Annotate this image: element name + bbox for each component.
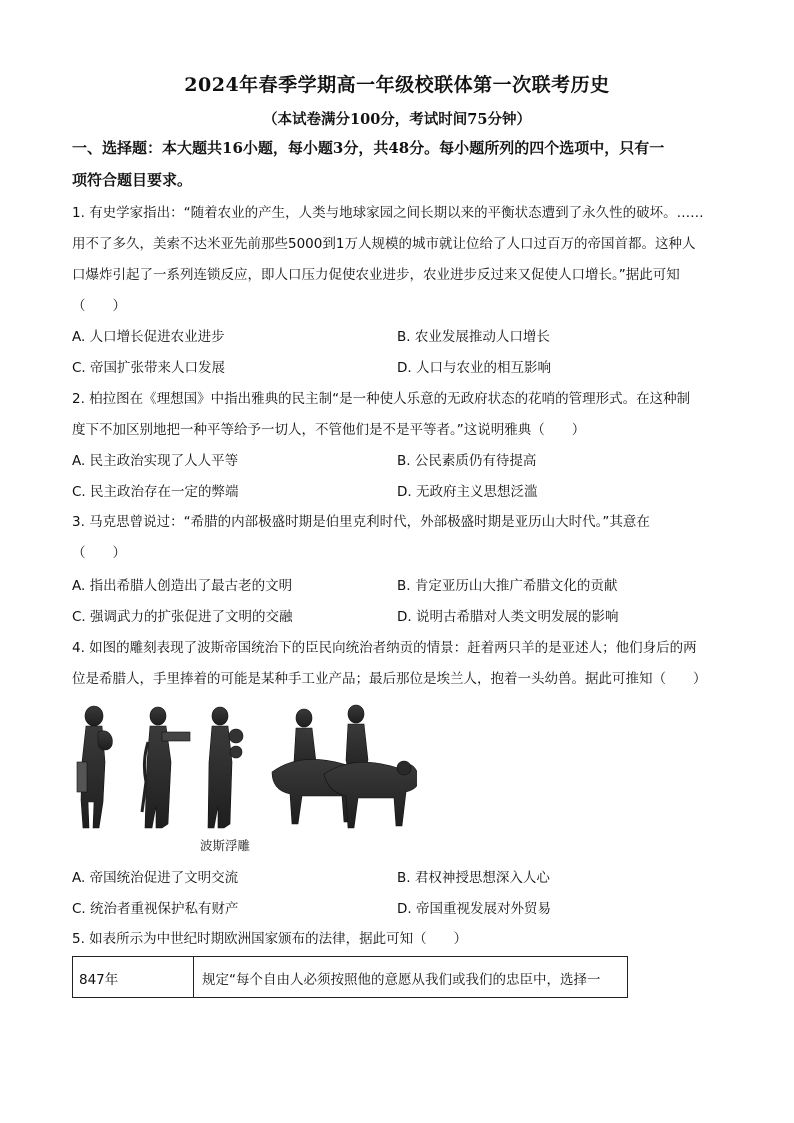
q4-option-c: C. 统治者重视保护私有财产 — [72, 901, 239, 917]
table-cell-year: 847年 — [73, 957, 194, 997]
question-4 — [72, 633, 724, 695]
question-2-line: 度下不加区别地把一种平等给予一切人，不管他们是不是平等者。”这说明雅典（ ） — [72, 422, 586, 438]
question-4-line: 4. 如图的雕刻表现了波斯帝国统治下的臣民向统治者纳贡的情景：赶着两只羊的是亚述人；他们身后的两 — [72, 640, 697, 656]
law-table — [72, 956, 628, 998]
question-1-line: （ ） — [72, 298, 126, 314]
exam-subtitle: （本试卷满分100分，考试时间75分钟） — [263, 111, 531, 128]
q1-option-d: D. 人口与农业的相互影响 — [397, 360, 551, 376]
question-5 — [72, 924, 724, 955]
question-2-line: 2. 柏拉图在《理想国》中指出雅典的民主制“是一种使人乐意的无政府状态的花哨的管理形式。在这种制 — [72, 391, 691, 407]
q3-option-c: C. 强调武力的扩张促进了文明的交融 — [72, 609, 293, 625]
question-3 — [72, 507, 724, 569]
exam-title: 2024年春季学期高一年级校联体第一次联考历史 — [184, 74, 610, 96]
question-2 — [72, 384, 724, 446]
figure-caption: 波斯浮雕 — [200, 838, 251, 853]
question-5-line: 5. 如表所示为中世纪时期欧洲国家颁布的法律，据此可知（ ） — [72, 931, 468, 947]
section-heading-line2: 项符合题目要求。 — [72, 171, 193, 189]
q2-option-a: A. 民主政治实现了人人平等 — [72, 453, 239, 469]
q1-option-c: C. 帝国扩张带来人口发展 — [72, 360, 226, 376]
table-cell-text: 规定“每个自由人必须按照他的意愿从我们或我们的忠臣中，选择一 — [202, 972, 601, 988]
q1-option-b: B. 农业发展推动人口增长 — [397, 329, 550, 345]
persian-relief-image — [72, 702, 417, 830]
question-1 — [72, 198, 724, 322]
question-1-line: 口爆炸引起了一系列连锁反应，即人口压力促使农业进步，农业进步反过来又促使人口增长。”据此可知 — [72, 267, 680, 283]
section-heading-line1: 一、选择题：本大题共16小题，每小题3分，共48分。每小题所列的四个选项中，只有一 — [72, 139, 665, 157]
q4-option-a: A. 帝国统治促进了文明交流 — [72, 870, 239, 886]
q2-option-b: B. 公民素质仍有待提高 — [397, 453, 537, 469]
q3-option-d: D. 说明古希腊对人类文明发展的影响 — [397, 609, 619, 625]
question-1-line: 用不了多久，美索不达米亚先前那些5000到1万人规模的城市就让位给了人口过百万的帝国首都。这种人 — [72, 236, 696, 252]
q3-option-a: A. 指出希腊人创造出了最古老的文明 — [72, 578, 293, 594]
q3-option-b: B. 肯定亚历山大推广希腊文化的贡献 — [397, 578, 618, 594]
question-3-line: 3. 马克思曾说过：“希腊的内部极盛时期是伯里克利时代，外部极盛时期是亚历山大时代。”其意在 — [72, 514, 650, 530]
question-3-line: （ ） — [72, 545, 126, 561]
question-4-line: 位是希腊人，手里捧着的可能是某种手工业产品；最后那位是埃兰人，抱着一头幼兽。据此可推知（ ） — [72, 671, 707, 687]
q2-option-d: D. 无政府主义思想泛滥 — [397, 484, 538, 500]
q1-option-a: A. 人口增长促进农业进步 — [72, 329, 225, 345]
q4-option-b: B. 君权神授思想深入人心 — [397, 870, 550, 886]
q4-option-d: D. 帝国重视发展对外贸易 — [397, 901, 551, 917]
q2-option-c: C. 民主政治存在一定的弊端 — [72, 484, 239, 500]
question-1-line: 1. 有史学家指出：“随着农业的产生，人类与地球家园之间长期以来的平衡状态遭到了永久性的破坏。…… — [72, 205, 704, 221]
